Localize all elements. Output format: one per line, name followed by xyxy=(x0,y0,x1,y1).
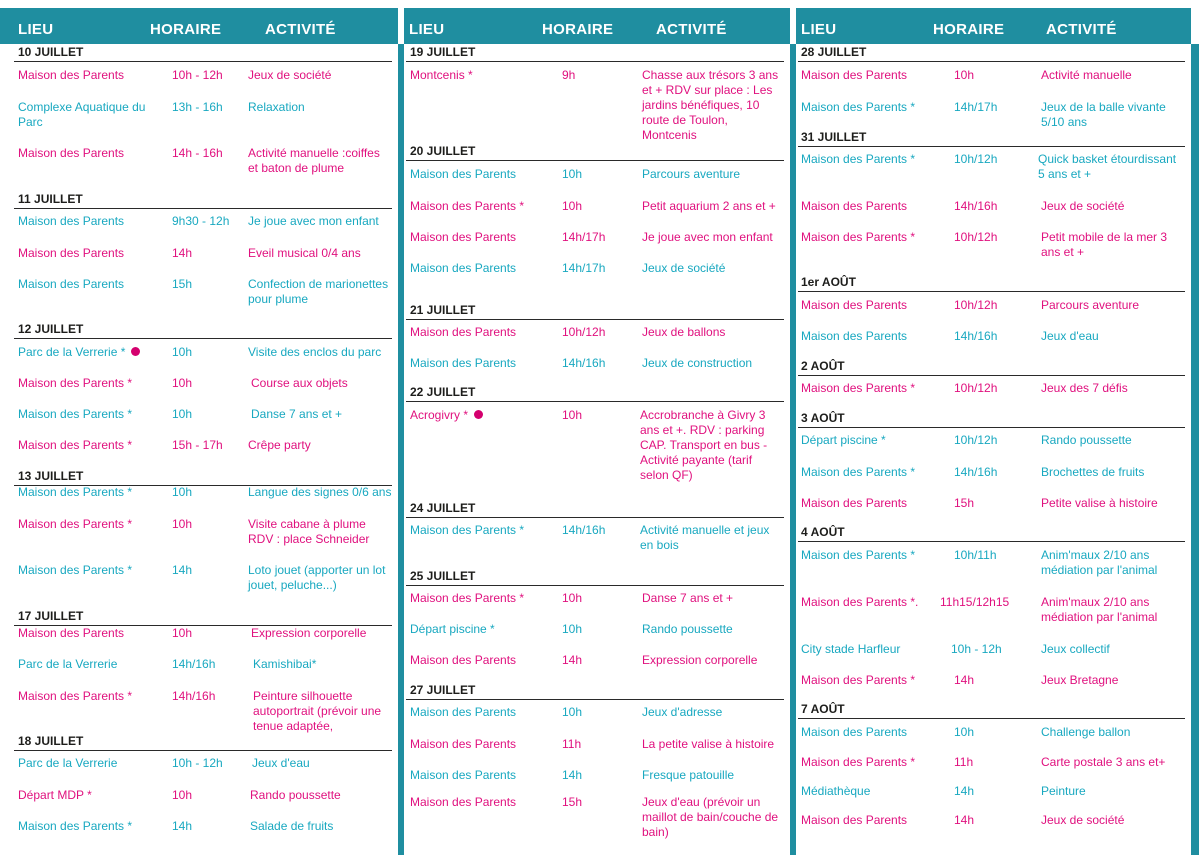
row-lieu xyxy=(410,261,554,276)
header-horaire: HORAIRE xyxy=(933,21,1005,38)
row-activite: Expression corporelle xyxy=(251,626,367,640)
row-lieu xyxy=(410,325,554,340)
row-lieu xyxy=(18,214,164,229)
row-horaire: 14h/16h xyxy=(172,657,216,671)
row-lieu-text: Maison des Parents xyxy=(410,356,517,370)
row-lieu-text: Maison des Parents xyxy=(410,795,517,809)
row-lieu-text: Acrogivry * xyxy=(410,408,469,422)
row-activite: Jeux d'eau xyxy=(252,756,310,770)
row-lieu xyxy=(18,788,164,803)
row-horaire: 10h/11h xyxy=(954,548,997,562)
row-lieu xyxy=(801,725,946,740)
row-activite: Jeux de société xyxy=(1041,199,1125,213)
schedule-column-1 xyxy=(0,0,398,855)
row-horaire: 10h/12h xyxy=(954,433,998,447)
row-activite: Rando poussette xyxy=(1041,433,1132,447)
row-lieu xyxy=(410,768,554,783)
row-activite: Je joue avec mon enfant xyxy=(248,214,379,228)
column-divider xyxy=(1191,44,1199,855)
row-horaire: 11h15/12h15 xyxy=(940,595,1010,609)
row-horaire: 15h xyxy=(562,795,583,809)
row-activite: La petite valise à histoire xyxy=(642,737,775,751)
row-lieu-text: Maison des Parents xyxy=(18,277,125,291)
row-activite: Quick basket étourdissant 5 ans et + xyxy=(1038,152,1177,181)
row-horaire: 14h xyxy=(954,784,975,798)
row-horaire: 10h xyxy=(562,167,583,181)
row-lieu xyxy=(410,737,554,752)
row-lieu-text: Maison des Parents *. xyxy=(801,595,919,609)
row-activite: Visite cabane à plume RDV : place Schneider xyxy=(248,517,370,546)
row-lieu-text: City stade Harfleur xyxy=(801,642,901,656)
row-lieu-text: Maison des Parents * xyxy=(801,152,916,166)
row-horaire: 14h xyxy=(172,819,193,833)
row-horaire: 15h xyxy=(172,277,193,291)
row-lieu xyxy=(18,100,164,130)
row-horaire: 14h xyxy=(954,813,975,827)
row-lieu xyxy=(801,784,946,799)
day-heading: 18 JUILLET xyxy=(18,734,84,748)
row-lieu xyxy=(801,813,946,828)
row-lieu xyxy=(410,622,554,637)
row-activite: Parcours aventure xyxy=(642,167,741,181)
row-activite: Activité manuelle et jeux en bois xyxy=(640,523,770,552)
row-horaire: 14h xyxy=(172,563,193,577)
row-activite: Jeux de société xyxy=(1041,813,1125,827)
day-divider-line xyxy=(798,427,1185,428)
row-activite: Jeux de la balle vivante 5/10 ans xyxy=(1041,100,1166,129)
row-lieu-text: Maison des Parents * xyxy=(18,485,133,499)
row-activite: Activité manuelle :coiffes et baton de plume xyxy=(248,146,380,175)
row-horaire: 11h xyxy=(954,755,974,769)
row-horaire: 14h/16h xyxy=(954,199,998,213)
day-heading: 4 AOÛT xyxy=(801,525,845,539)
row-lieu-text: Maison des Parents * xyxy=(410,199,525,213)
row-activite: Course aux objets xyxy=(251,376,348,390)
row-activite: Jeux de construction xyxy=(642,356,753,370)
row-lieu xyxy=(410,199,554,214)
row-lieu xyxy=(410,356,554,371)
row-lieu xyxy=(18,517,164,532)
row-horaire: 10h xyxy=(954,68,975,82)
row-lieu xyxy=(410,68,554,83)
row-horaire: 13h - 16h xyxy=(172,100,223,114)
row-activite: Jeux Bretagne xyxy=(1041,673,1119,687)
row-horaire: 10h xyxy=(172,485,193,499)
row-lieu xyxy=(410,408,554,423)
day-divider-line xyxy=(406,61,784,62)
row-activite: Loto jouet (apporter un lot jouet, peluche...) xyxy=(248,563,386,592)
row-activite: Jeux de société xyxy=(642,261,726,275)
row-lieu-text: Montcenis * xyxy=(410,68,473,82)
schedule-column-3 xyxy=(796,0,1191,855)
row-lieu xyxy=(18,407,164,422)
row-horaire: 14h/16h xyxy=(172,689,216,703)
row-lieu xyxy=(18,485,164,500)
day-divider-line xyxy=(406,401,784,402)
row-horaire: 10h - 12h xyxy=(951,642,1002,656)
row-activite: Danse 7 ans et + xyxy=(642,591,734,605)
day-heading: 25 JUILLET xyxy=(410,569,476,583)
row-activite: Activité manuelle xyxy=(1041,68,1132,82)
row-lieu xyxy=(801,595,932,610)
header-activite: ACTIVITÉ xyxy=(656,21,727,38)
schedule-column-2 xyxy=(404,0,790,855)
day-heading: 20 JUILLET xyxy=(410,144,476,158)
row-lieu-text: Parc de la Verrerie * xyxy=(18,345,126,359)
row-lieu xyxy=(18,689,164,704)
row-lieu xyxy=(801,199,946,214)
row-activite: Accrobranche à Givry 3 ans et +. RDV : parking CAP. Transport en bus - Activité payante (tarif selon QF) xyxy=(640,408,768,482)
day-divider-line xyxy=(14,750,392,751)
day-heading: 27 JUILLET xyxy=(410,683,476,697)
row-lieu xyxy=(801,100,946,115)
row-lieu-text: Maison des Parents * xyxy=(801,230,916,244)
row-activite: Langue des signes 0/6 ans xyxy=(248,485,392,499)
row-lieu-text: Maison des Parents xyxy=(410,653,517,667)
row-activite: Challenge ballon xyxy=(1041,725,1131,739)
column-header-bar xyxy=(796,8,1191,44)
row-lieu-text: Maison des Parents * xyxy=(18,438,133,452)
day-divider-line xyxy=(798,718,1185,719)
day-heading: 11 JUILLET xyxy=(18,192,83,206)
row-lieu-text: Médiathèque xyxy=(801,784,871,798)
row-lieu-text: Maison des Parents * xyxy=(801,673,916,687)
row-lieu xyxy=(18,657,164,672)
row-activite: Jeux collectif xyxy=(1041,642,1110,656)
row-lieu xyxy=(801,548,946,563)
row-horaire: 10h xyxy=(562,199,583,213)
row-horaire: 14h xyxy=(172,246,193,260)
row-lieu xyxy=(801,673,946,688)
row-lieu-text: Maison des Parents xyxy=(801,298,908,312)
row-activite: Danse 7 ans et + xyxy=(251,407,343,421)
registration-dot-icon xyxy=(131,347,140,356)
row-lieu-text: Maison des Parents * xyxy=(410,591,525,605)
row-activite: Jeux d'eau xyxy=(1041,329,1099,343)
row-lieu xyxy=(801,230,946,245)
row-horaire: 9h xyxy=(562,68,576,82)
row-lieu xyxy=(801,642,943,657)
row-horaire: 14h/17h xyxy=(562,261,606,275)
header-lieu: LIEU xyxy=(801,21,837,38)
row-lieu-text: Maison des Parents xyxy=(410,768,517,782)
row-horaire: 10h xyxy=(172,517,193,531)
row-horaire: 10h xyxy=(562,705,583,719)
row-activite: Visite des enclos du parc xyxy=(248,345,382,359)
row-horaire: 14h - 16h xyxy=(172,146,223,160)
row-horaire: 14h/16h xyxy=(562,523,606,537)
row-activite: Jeux d'eau (prévoir un maillot de bain/couche de bain) xyxy=(642,795,779,839)
header-horaire: HORAIRE xyxy=(150,21,222,38)
row-lieu xyxy=(18,146,164,161)
row-lieu-text: Départ MDP * xyxy=(18,788,92,802)
row-lieu-text: Maison des Parents * xyxy=(801,465,916,479)
row-horaire: 14h xyxy=(954,673,975,687)
row-lieu xyxy=(801,68,946,83)
row-horaire: 10h - 12h xyxy=(172,756,223,770)
row-horaire: 14h xyxy=(562,653,583,667)
row-activite: Anim'maux 2/10 ans médiation par l'animal xyxy=(1041,595,1158,624)
row-lieu-text: Maison des Parents xyxy=(801,199,908,213)
day-divider-line xyxy=(406,319,784,320)
row-lieu xyxy=(801,152,946,167)
row-activite: Petit mobile de la mer 3 ans et + xyxy=(1041,230,1168,259)
row-horaire: 10h xyxy=(562,622,583,636)
row-lieu-text: Maison des Parents * xyxy=(18,819,133,833)
column-header-bar xyxy=(0,8,398,44)
row-lieu-text: Maison des Parents * xyxy=(801,548,916,562)
row-lieu-text: Maison des Parents xyxy=(18,626,125,640)
day-divider-line xyxy=(406,699,784,700)
day-heading: 17 JUILLET xyxy=(18,609,84,623)
row-activite: Peinture silhouette autoportrait (prévoir une tenue adaptée, xyxy=(253,689,382,733)
row-lieu-text: Parc de la Verrerie xyxy=(18,657,118,671)
row-lieu-text: Maison des Parents xyxy=(18,68,125,82)
row-lieu-text: Maison des Parents xyxy=(801,68,908,82)
row-lieu xyxy=(18,68,164,83)
row-activite: Peinture xyxy=(1041,784,1086,798)
row-lieu-text: Maison des Parents xyxy=(801,725,908,739)
day-heading: 1er AOÛT xyxy=(801,275,856,289)
row-lieu xyxy=(801,329,946,344)
row-activite: Relaxation xyxy=(248,100,305,114)
row-lieu-text: Maison des Parents * xyxy=(18,563,133,577)
row-lieu-text: Maison des Parents * xyxy=(801,100,916,114)
row-activite: Jeux de ballons xyxy=(642,325,726,339)
row-activite: Kamishibai* xyxy=(253,657,317,671)
row-lieu xyxy=(18,819,164,834)
row-horaire: 15h - 17h xyxy=(172,438,223,452)
row-activite: Petite valise à histoire xyxy=(1041,496,1158,510)
row-lieu xyxy=(801,496,946,511)
day-heading: 2 AOÛT xyxy=(801,359,845,373)
row-lieu-text: Maison des Parents * xyxy=(18,407,133,421)
row-activite: Chasse aux trésors 3 ans et + RDV sur place : Les jardins bénéfiques, 10 route de Toulon, Montcenis xyxy=(642,68,779,142)
row-lieu xyxy=(801,465,946,480)
row-lieu-text: Maison des Parents * xyxy=(801,381,916,395)
row-activite: Parcours aventure xyxy=(1041,298,1140,312)
row-activite: Jeux de société xyxy=(248,68,332,82)
row-lieu xyxy=(18,277,164,292)
row-lieu xyxy=(410,591,554,606)
row-horaire: 10h/12h xyxy=(954,230,998,244)
row-lieu xyxy=(410,795,554,810)
day-divider-line xyxy=(14,61,392,62)
row-lieu-text: Maison des Parents xyxy=(410,705,517,719)
row-lieu-text: Maison des Parents xyxy=(801,329,908,343)
day-divider-line xyxy=(406,585,784,586)
row-horaire: 9h30 - 12h xyxy=(172,214,230,228)
day-heading: 31 JUILLET xyxy=(801,130,867,144)
header-horaire: HORAIRE xyxy=(542,21,614,38)
row-lieu-text: Départ piscine * xyxy=(801,433,886,447)
row-activite: Rando poussette xyxy=(642,622,733,636)
day-heading: 12 JUILLET xyxy=(18,322,84,336)
row-lieu-text: Maison des Parents xyxy=(410,230,517,244)
header-activite: ACTIVITÉ xyxy=(265,21,336,38)
row-lieu-text: Maison des Parents * xyxy=(18,517,133,531)
day-heading: 19 JUILLET xyxy=(410,45,476,59)
row-lieu xyxy=(410,705,554,720)
row-lieu-text: Départ piscine * xyxy=(410,622,495,636)
row-lieu-text: Maison des Parents xyxy=(410,261,517,275)
row-lieu xyxy=(801,298,946,313)
row-activite: Rando poussette xyxy=(250,788,341,802)
row-lieu-text: Maison des Parents xyxy=(18,146,125,160)
row-lieu-text: Maison des Parents xyxy=(18,246,125,260)
row-lieu-text: Maison des Parents * xyxy=(18,376,133,390)
day-heading: 3 AOÛT xyxy=(801,411,845,425)
row-horaire: 10h/12h xyxy=(954,381,998,395)
day-heading: 21 JUILLET xyxy=(410,303,476,317)
day-heading: 13 JUILLET xyxy=(18,469,84,483)
row-horaire: 10h xyxy=(172,626,193,640)
row-lieu xyxy=(801,433,946,448)
row-activite: Anim'maux 2/10 ans médiation par l'animal xyxy=(1041,548,1158,577)
day-divider-line xyxy=(406,160,784,161)
row-lieu xyxy=(18,756,164,771)
row-activite: Confection de marionettes pour plume xyxy=(248,277,389,306)
row-lieu-text: Maison des Parents xyxy=(410,737,517,751)
row-activite: Petit aquarium 2 ans et + xyxy=(642,199,776,213)
row-lieu-text: Parc de la Verrerie xyxy=(18,756,118,770)
row-lieu-text: Maison des Parents * xyxy=(18,689,133,703)
row-horaire: 10h xyxy=(954,725,975,739)
header-lieu: LIEU xyxy=(18,21,54,38)
row-activite: Carte postale 3 ans et+ xyxy=(1041,755,1166,769)
header-lieu: LIEU xyxy=(409,21,445,38)
row-horaire: 14h/16h xyxy=(954,465,998,479)
row-lieu xyxy=(801,381,946,396)
row-horaire: 14h xyxy=(562,768,583,782)
row-horaire: 10h xyxy=(172,376,193,390)
day-divider-line xyxy=(798,146,1185,147)
row-lieu xyxy=(410,523,554,538)
day-heading: 10 JUILLET xyxy=(18,45,84,59)
row-activite: Salade de fruits xyxy=(250,819,334,833)
row-horaire: 15h xyxy=(954,496,975,510)
row-activite: Eveil musical 0/4 ans xyxy=(248,246,361,260)
row-lieu xyxy=(18,376,164,391)
row-horaire: 10h xyxy=(172,788,193,802)
header-activite: ACTIVITÉ xyxy=(1046,21,1117,38)
row-activite: Expression corporelle xyxy=(642,653,758,667)
day-heading: 28 JUILLET xyxy=(801,45,867,59)
row-activite: Brochettes de fruits xyxy=(1041,465,1145,479)
day-divider-line xyxy=(798,61,1185,62)
day-divider-line xyxy=(406,517,784,518)
row-lieu-text: Complexe Aquatique du Parc xyxy=(18,100,146,129)
row-lieu xyxy=(18,438,164,453)
row-horaire: 14h/16h xyxy=(954,329,998,343)
row-lieu-text: Maison des Parents xyxy=(801,496,908,510)
day-heading: 7 AOÛT xyxy=(801,702,845,716)
row-horaire: 14h/17h xyxy=(954,100,998,114)
column-header-bar xyxy=(404,8,790,44)
row-horaire: 10h xyxy=(172,407,193,421)
row-horaire: 10h/12h xyxy=(954,298,998,312)
row-lieu xyxy=(18,563,164,578)
day-divider-line xyxy=(798,541,1185,542)
row-horaire: 14h/17h xyxy=(562,230,606,244)
row-horaire: 10h/12h xyxy=(562,325,606,339)
row-lieu xyxy=(18,626,164,641)
row-lieu-text: Maison des Parents xyxy=(410,167,517,181)
day-divider-line xyxy=(14,208,392,209)
row-horaire: 10h xyxy=(562,591,583,605)
row-lieu xyxy=(18,345,164,360)
row-lieu-text: Maison des Parents xyxy=(18,214,125,228)
row-lieu-text: Maison des Parents xyxy=(801,813,908,827)
row-lieu-text: Maison des Parents xyxy=(410,325,517,339)
row-activite: Jeux des 7 défis xyxy=(1041,381,1128,395)
row-horaire: 10h xyxy=(562,408,583,422)
day-divider-line xyxy=(798,291,1185,292)
row-lieu-text: Maison des Parents * xyxy=(801,755,916,769)
row-horaire: 10h xyxy=(172,345,193,359)
day-divider-line xyxy=(798,375,1185,376)
row-activite: Crêpe party xyxy=(248,438,311,452)
row-lieu xyxy=(801,755,946,770)
row-horaire: 10h/12h xyxy=(954,152,998,166)
row-lieu xyxy=(410,167,554,182)
row-lieu xyxy=(410,230,554,245)
row-lieu-text: Maison des Parents * xyxy=(410,523,525,537)
day-divider-line xyxy=(14,338,392,339)
row-activite: Fresque patouille xyxy=(642,768,735,782)
registration-dot-icon xyxy=(474,410,483,419)
row-activite: Je joue avec mon enfant xyxy=(642,230,773,244)
row-activite: Jeux d'adresse xyxy=(642,705,723,719)
row-lieu xyxy=(410,653,554,668)
row-horaire: 14h/16h xyxy=(562,356,606,370)
day-heading: 24 JUILLET xyxy=(410,501,476,515)
row-lieu xyxy=(18,246,164,261)
row-horaire: 11h xyxy=(562,737,582,751)
row-horaire: 10h - 12h xyxy=(172,68,223,82)
day-heading: 22 JUILLET xyxy=(410,385,476,399)
